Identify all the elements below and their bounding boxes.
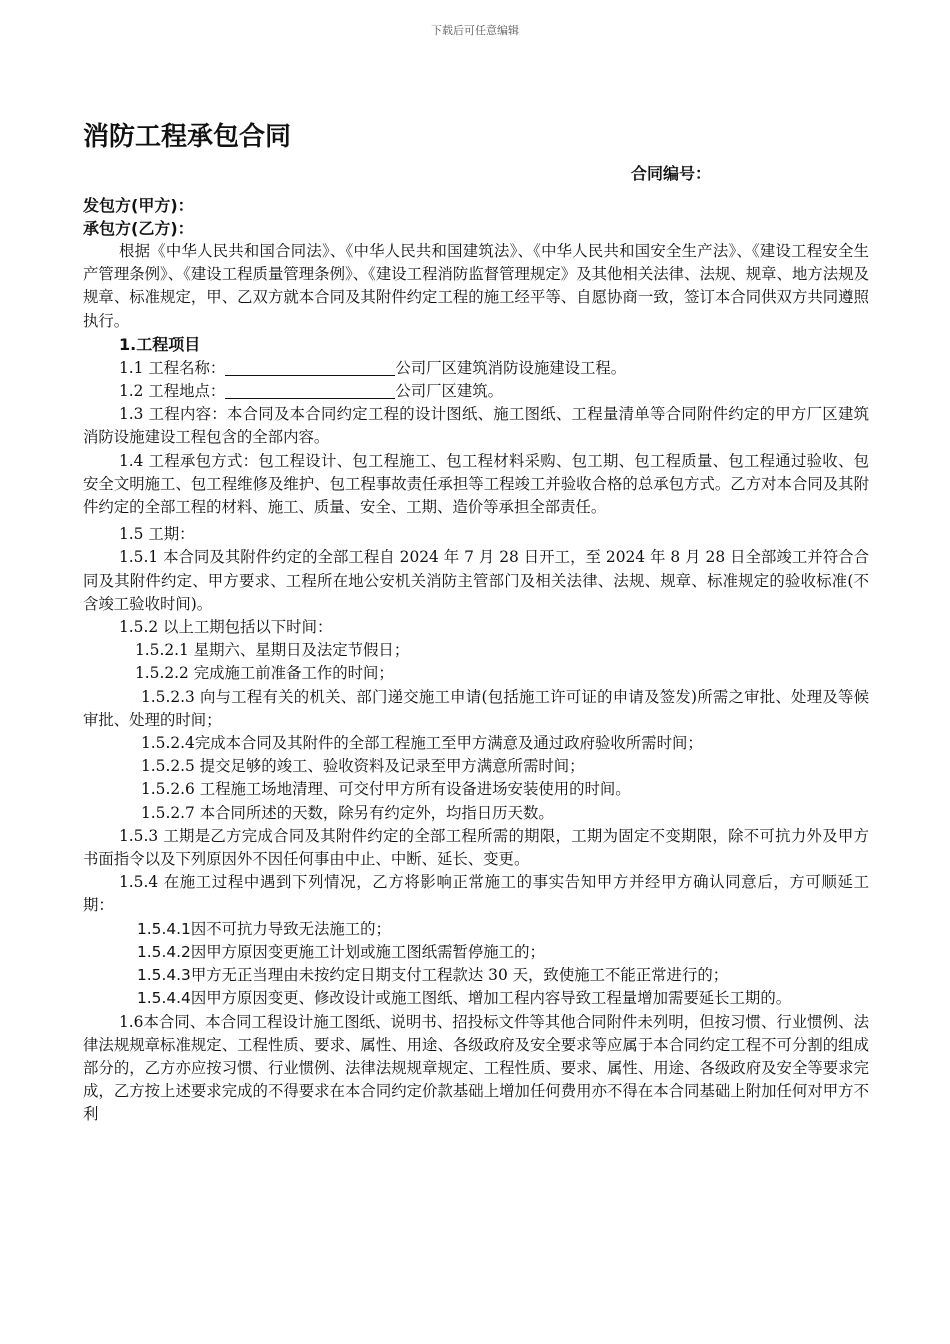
clause-1-5-4-3 (83, 964, 869, 987)
clause-1-1-text: 公司厂区建筑消防设施建设工程。 (395, 358, 627, 377)
clause-text: 因甲方原因变更、修改设计或施工图纸、增加工程内容导致工程量增加需要延长工期的。 (190, 989, 792, 1008)
clause-number: 1.5.4.4 (137, 989, 191, 1008)
clause-text: 因不可抗力导致无法施工的； (190, 919, 391, 938)
project-site-blank (225, 382, 395, 399)
document-body (83, 118, 869, 1127)
section-heading: 1.工程项目 (119, 334, 201, 354)
clause-1-5-4: 1.5.4 在施工过程中遇到下列情况，乙方将影响正常施工的事实告知甲方并经甲方确认同意后，方可顺延工期： (83, 873, 869, 915)
clause-1-5-4-1 (83, 918, 869, 941)
clause-1-1 (83, 357, 869, 380)
clause-1-5-2-6: 1.5.2.6 工程施工场地清理、可交付甲方所有设备进场安装使用的时间。 (141, 780, 631, 799)
clause-1-5-4-2 (83, 941, 869, 964)
clause-1-1-label: 1.1 工程名称： (119, 358, 226, 377)
clause-1-6: 1.6本合同、本合同工程设计施工图纸、说明书、招投标文件等其他合同附件未列明，但按习惯、行业惯例、法律法规规章标准规定、工程性质、要求、属性、用途、各级政府及安全要求等应属于本合同约定工程不可分割的组成部分的，乙方亦应按习惯、行业惯例、法律法规规章规定、工程性质、要求、属性、用途、各级政府及安全等要求完成，乙方按上述要求完成的不得要求在本合同约定价款基础上增加任何费用亦不得在本合同基础上附加任何对甲方不利 (83, 1012, 869, 1124)
header-note: 下载后可任意编辑 (431, 24, 519, 37)
document-title: 消防工程承包合同 (83, 122, 292, 152)
clause-1-5-2-7: 1.5.2.7 本合同所述的天数，除另有约定外，均指日历天数。 (141, 803, 554, 822)
clause-text: 甲方无正当理由未按约定日期支付工程款达 30 天，致使施工不能正常进行的； (190, 966, 729, 985)
clause-1-5-2-3: 1.5.2.3 向与工程有关的机关、部门递交施工申请(包括施工许可证的申请及签发)所需之审批、处理及等候审批、处理的时间； (83, 687, 869, 729)
clause-1-3: 1.3 工程内容：本合同及本合同约定工程的设计图纸、施工图纸、工程量清单等合同附件约定的甲方厂区建筑消防设施建设工程包含的全部内容。 (83, 405, 869, 447)
clause-1-2-label: 1.2 工程地点： (119, 382, 226, 401)
clause-1-5-2: 1.5.2 以上工期包括以下时间： (119, 618, 333, 637)
clause-1-5: 1.5 工期： (119, 525, 195, 544)
clause-1-5-1: 1.5.1 本合同及其附件约定的全部工程自 2024 年 7 月 28 日开工，至 2024 年 8 月 28 日全部竣工并符合合同及其附件约定、甲方要求、工程所在地公安机关消防主管部门及相关法律、法规、规章、标准规定的验收标准(不含竣工验收时间)。 (83, 548, 869, 613)
clause-1-5-2-2: 1.5.2.2 完成施工前准备工作的时间； (135, 664, 394, 683)
clause-1-2-text: 公司厂区建筑。 (395, 382, 504, 401)
party-b-label: 承包方(乙方)： (83, 219, 194, 238)
clause-1-2 (83, 380, 869, 403)
clause-number: 1.5.4.1 (137, 919, 191, 938)
clause-number: 1.5.4.2 (137, 942, 191, 961)
clause-number: 1.5.4.3 (137, 966, 191, 985)
clause-1-5-2-4: 1.5.2.4完成本合同及其附件的全部工程施工至甲方满意及通过政府验收所需时间； (141, 734, 703, 753)
clause-1-4: 1.4 工程承包方式：包工程设计、包工程施工、包工程材料采购、包工期、包工程质量、包工程通过验收、包安全文明施工、包工程维修及维护、包工程事故责任承担等工程竣工并验收合格的总承包方式。乙方对本合同及其附件约定的全部工程的材料、施工、质量、安全、工期、造价等承担全部责任。 (83, 451, 869, 517)
intro-paragraph: 根据《中华人民共和国合同法》、《中华人民共和国建筑法》、《中华人民共和国安全生产法》、《建设工程安全生产管理条例》、《建设工程质量管理条例》、《建设工程消防监督管理规定》及其他相关法律、法规、规章、地方法规及规章、标准规定，甲、乙双方就本合同及其附件约定工程的施工经平等、自愿协商一致，签订本合同供双方共同遵照执行。 (83, 242, 869, 330)
project-name-blank (225, 359, 395, 376)
clause-1-5-2-5: 1.5.2.5 提交足够的竣工、验收资料及记录至甲方满意所需时间； (141, 757, 585, 776)
clause-text: 因甲方原因变更施工计划或施工图纸需暂停施工的； (190, 942, 545, 961)
clause-1-5-4-4 (83, 987, 869, 1010)
clause-1-5-3: 1.5.3 工期是乙方完成合同及其附件约定的全部工程所需的期限，工期为固定不变期限，除不可抗力外及甲方书面指令以及下列原因外不因任何事由中止、中断、延长、变更。 (83, 826, 869, 869)
clause-1-5-2-1: 1.5.2.1 星期六、星期日及法定节假日； (135, 641, 410, 660)
contract-number-label: 合同编号： (630, 164, 711, 183)
party-a-label: 发包方(甲方)： (83, 196, 194, 215)
